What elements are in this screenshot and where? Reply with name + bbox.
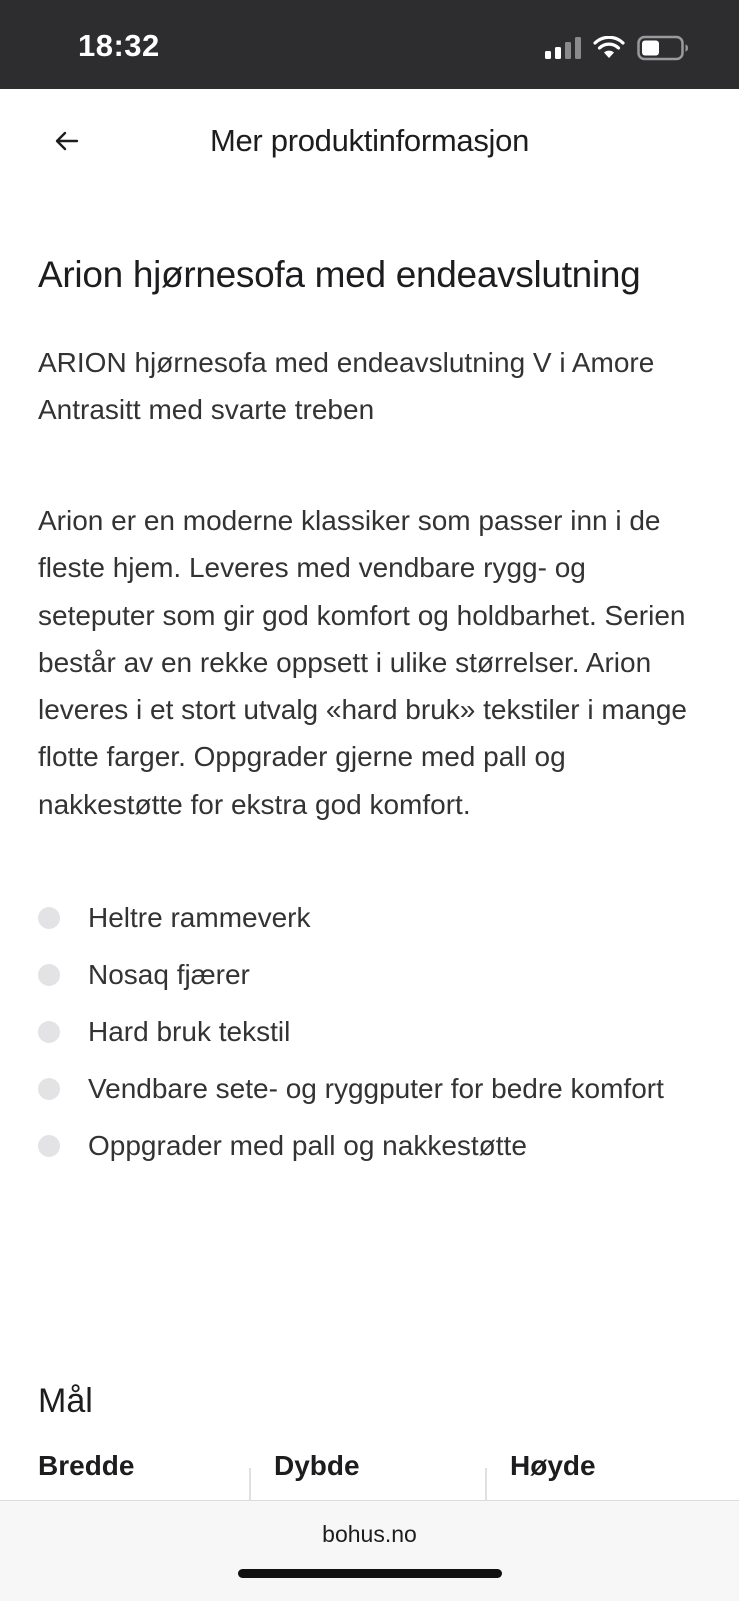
bullet-icon: [38, 1078, 60, 1100]
status-bar: [0, 0, 739, 89]
feature-label: Oppgrader med pall og nakkestøtte: [88, 1130, 527, 1162]
dimensions-heading: Mål: [38, 1382, 93, 1420]
list-item: [38, 894, 688, 941]
bullet-icon: [38, 907, 60, 929]
list-item: [38, 1122, 688, 1169]
feature-label: Vendbare sete- og ryggputer for bedre komfort: [88, 1073, 664, 1105]
browser-bottom-bar: [0, 1500, 739, 1601]
column-divider: [249, 1468, 251, 1504]
page-header: [0, 89, 739, 199]
status-icons: [545, 34, 689, 62]
status-time: 18:32: [78, 28, 160, 63]
dimension-width-label: Bredde: [38, 1450, 135, 1481]
home-indicator[interactable]: [238, 1569, 502, 1578]
feature-list: [38, 894, 688, 1169]
feature-label: Nosaq fjærer: [88, 959, 250, 991]
page-title: Mer produktinformasjon: [209, 123, 530, 158]
list-item: [38, 951, 688, 998]
bullet-icon: [38, 1021, 60, 1043]
dimensions-table-header: [38, 1450, 738, 1500]
list-item: [38, 1008, 688, 1055]
product-description: Arion er en moderne klassiker som passer inn i de fleste hjem. Leveres med vendbare rygg- og seteputer som gir god komfort og holdbarhet. Serien består av en rekke oppsett i ulike størrelser. Arion leveres i et stort utvalg «hard bruk» tekstiler i mange flotte farger. Oppgrader gjerne med pall og nakkestøtte for ekstra god komfort.: [38, 505, 687, 820]
product-subtitle: ARION hjørnesofa med endeavslutning V i Amore Antrasitt med svarte treben: [38, 347, 655, 425]
wifi-icon: [593, 36, 625, 60]
product-title: Arion hjørnesofa med endeavslutning: [38, 254, 641, 295]
column-divider: [485, 1468, 487, 1504]
dimension-height-label: Høyde: [510, 1450, 596, 1481]
list-item: [38, 1065, 688, 1112]
product-info-content: [38, 245, 688, 1179]
url-label[interactable]: bohus.no: [322, 1521, 417, 1547]
bullet-icon: [38, 964, 60, 986]
battery-icon: [637, 35, 689, 61]
feature-label: Heltre rammeverk: [88, 902, 311, 934]
dimension-depth-label: Dybde: [274, 1450, 360, 1481]
feature-label: Hard bruk tekstil: [88, 1016, 291, 1048]
cellular-signal-icon: [545, 37, 581, 59]
bullet-icon: [38, 1135, 60, 1157]
